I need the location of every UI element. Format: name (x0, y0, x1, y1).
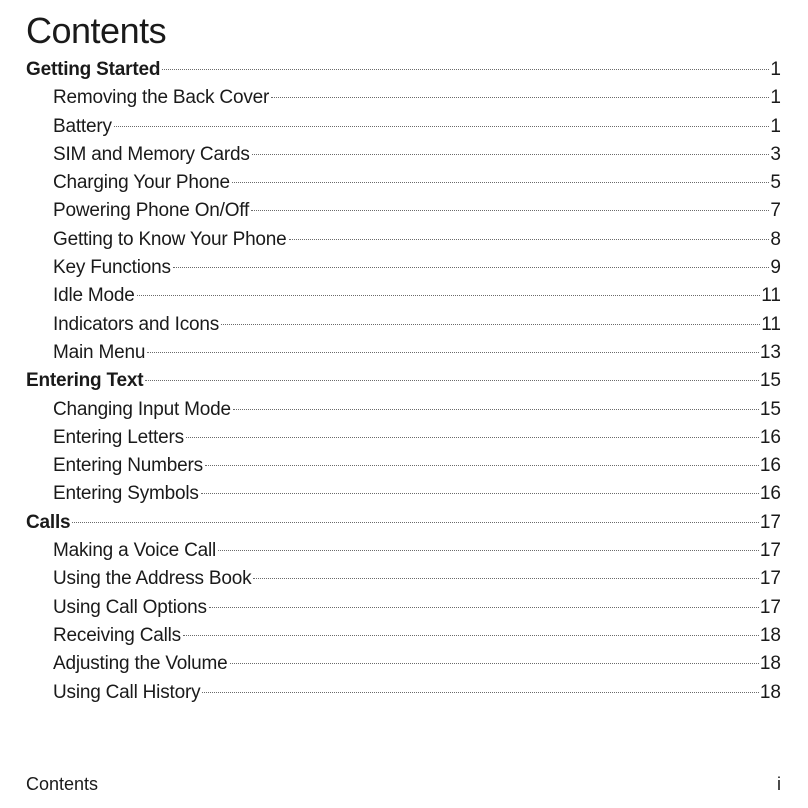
toc-dot-leader (114, 126, 770, 127)
toc-subsection-entry[interactable] (26, 282, 781, 310)
toc-dot-leader (218, 550, 759, 551)
toc-page-number: 3 (770, 143, 781, 165)
toc-page-number: 5 (770, 172, 781, 194)
toc-dot-leader (147, 352, 759, 353)
toc-subsection-entry[interactable] (26, 480, 781, 508)
toc-entry-label: Using Call History (53, 681, 201, 703)
toc-entry-label: Receiving Calls (53, 624, 181, 646)
toc-subsection-entry[interactable] (26, 254, 781, 282)
toc-entry-label: Getting to Know Your Phone (53, 228, 287, 250)
toc-page-number: 16 (759, 483, 781, 505)
toc-subsection-entry[interactable] (26, 679, 781, 707)
toc-page-number: 1 (770, 115, 781, 137)
toc-dot-leader (232, 182, 770, 183)
toc-page-number: 18 (759, 653, 781, 675)
toc-entry-label: Charging Your Phone (53, 172, 230, 194)
toc-page-number: 15 (759, 370, 781, 392)
toc-dot-leader (209, 607, 759, 608)
toc-entry-label: Using the Address Book (53, 568, 252, 590)
toc-entry-label: Entering Letters (53, 426, 184, 448)
toc-entry-label: Adjusting the Volume (53, 653, 228, 675)
toc-subsection-entry[interactable] (26, 622, 781, 650)
toc-dot-leader (72, 522, 758, 523)
toc-entry-label: Getting Started (26, 59, 161, 80)
toc-dot-leader (183, 635, 759, 636)
toc-dot-leader (186, 437, 759, 438)
toc-dot-leader (201, 493, 759, 494)
toc-page-number: 17 (759, 511, 781, 533)
toc-dot-leader (162, 69, 769, 70)
toc-entry-label: Making a Voice Call (53, 540, 217, 562)
toc-subsection-entry[interactable] (26, 339, 781, 367)
toc-section-entry[interactable] (26, 367, 781, 395)
toc-subsection-entry[interactable] (26, 424, 781, 452)
toc-dot-leader (137, 295, 761, 296)
toc-entry-label: Indicators and Icons (53, 313, 220, 335)
toc-subsection-entry[interactable] (26, 113, 781, 141)
toc-page-number: 15 (759, 398, 781, 420)
toc-entry-label: Calls (26, 511, 71, 533)
toc-dot-leader (173, 267, 770, 268)
toc-entry-label: Changing Input Mode (53, 398, 231, 420)
toc-page-number: 16 (759, 426, 781, 448)
toc-section-entry[interactable] (26, 509, 781, 537)
toc-subsection-entry[interactable] (26, 311, 781, 339)
toc-subsection-entry[interactable] (26, 565, 781, 593)
footer-section-label: Contents (26, 774, 99, 794)
toc-subsection-entry[interactable] (26, 396, 781, 424)
toc-subsection-entry[interactable] (26, 537, 781, 565)
toc-dot-leader (271, 97, 769, 98)
toc-dot-leader (145, 380, 758, 381)
toc-page-number: 17 (759, 596, 781, 618)
toc-entry-label: Main Menu (53, 341, 146, 363)
toc-dot-leader (205, 465, 759, 466)
toc-page-number: 1 (770, 59, 781, 80)
toc-entry-label: Entering Symbols (53, 483, 199, 505)
toc-page-number: 7 (770, 200, 781, 222)
toc-entry-label: Removing the Back Cover (53, 87, 270, 109)
toc-page-number: 18 (759, 681, 781, 703)
toc-page-number: 16 (759, 455, 781, 477)
toc-page-number: 18 (759, 624, 781, 646)
toc-page-number: 17 (759, 568, 781, 590)
toc-subsection-entry[interactable] (26, 452, 781, 480)
toc-entry-label: Using Call Options (53, 596, 207, 618)
toc-entry-label: Idle Mode (53, 285, 135, 307)
toc-dot-leader (202, 692, 758, 693)
toc-entry-label: Powering Phone On/Off (53, 200, 250, 222)
toc-dot-leader (230, 663, 759, 664)
toc-section-entry[interactable] (26, 56, 781, 84)
toc-page-number: 13 (759, 341, 781, 363)
page-footer (26, 772, 781, 796)
page-title: Contents (26, 10, 167, 51)
toc-dot-leader (221, 324, 760, 325)
toc-entry-label: Battery (53, 115, 112, 137)
toc-page-number: 11 (761, 285, 781, 307)
toc-page-number: 11 (761, 313, 781, 335)
toc-dot-leader (233, 409, 759, 410)
table-of-contents (26, 56, 781, 707)
toc-subsection-entry[interactable] (26, 594, 781, 622)
toc-subsection-entry[interactable] (26, 226, 781, 254)
toc-dot-leader (252, 154, 770, 155)
toc-subsection-entry[interactable] (26, 169, 781, 197)
toc-entry-label: Entering Numbers (53, 455, 203, 477)
toc-dot-leader (289, 239, 770, 240)
toc-subsection-entry[interactable] (26, 197, 781, 225)
footer-page-number: i (777, 774, 781, 794)
toc-entry-label: SIM and Memory Cards (53, 143, 250, 165)
toc-page-number: 1 (770, 87, 781, 109)
toc-dot-leader (251, 210, 769, 211)
toc-dot-leader (253, 578, 758, 579)
toc-page-number: 8 (770, 228, 781, 250)
toc-entry-label: Entering Text (26, 370, 144, 392)
toc-page-number: 17 (759, 540, 781, 562)
toc-subsection-entry[interactable] (26, 141, 781, 169)
toc-subsection-entry[interactable] (26, 84, 781, 112)
toc-entry-label: Key Functions (53, 257, 171, 279)
toc-page-number: 9 (770, 257, 781, 279)
toc-subsection-entry[interactable] (26, 650, 781, 678)
